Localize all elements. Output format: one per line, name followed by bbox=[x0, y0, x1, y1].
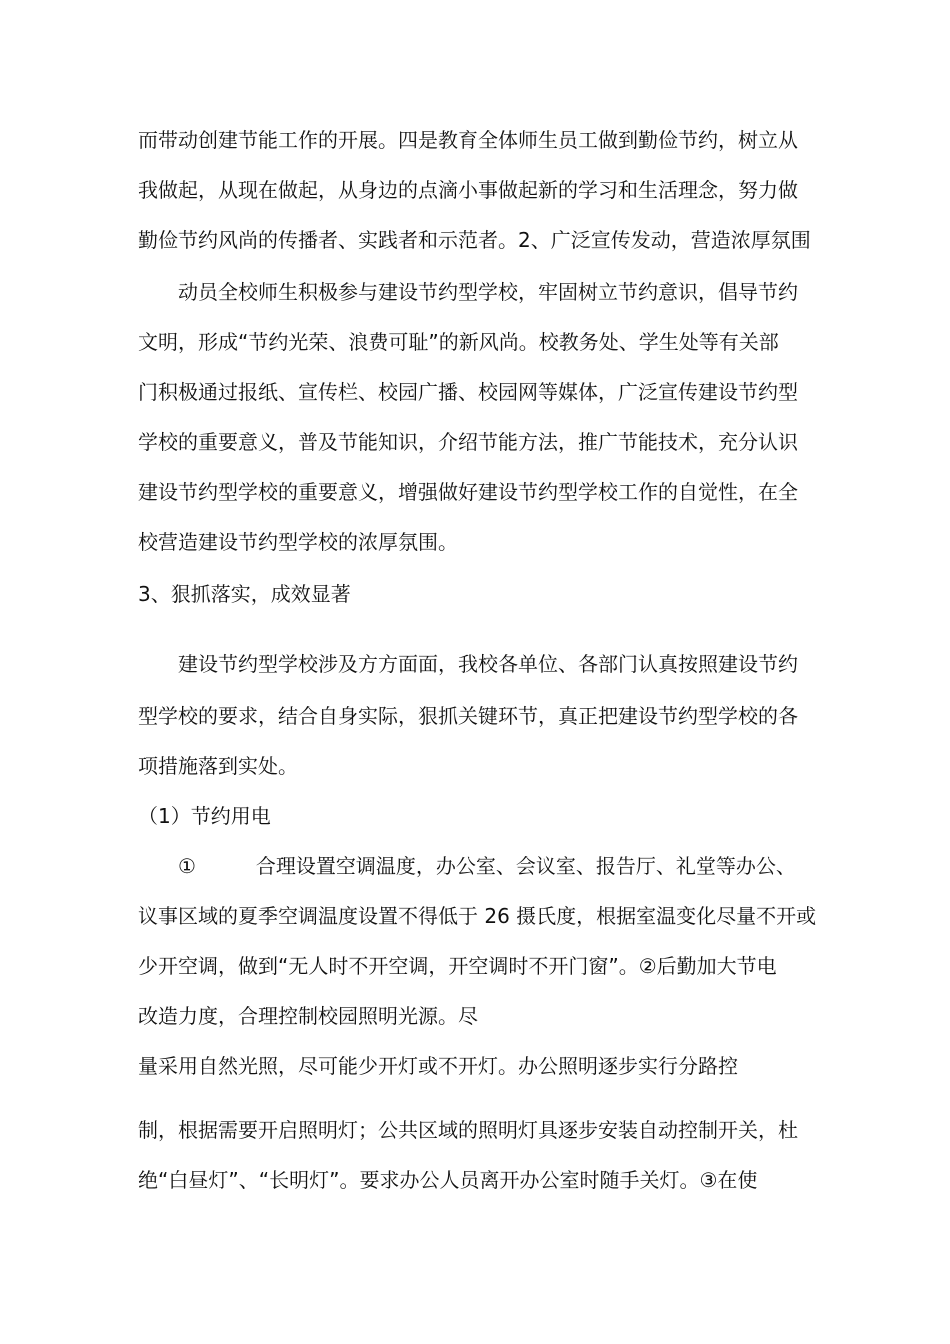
section-heading: 3、狠抓落实，成效显著 bbox=[138, 582, 351, 606]
text-line: 文明，形成“节约光荣、浪费可耻”的新风尚。校教务处、学生处等有关部 bbox=[138, 330, 779, 354]
text-line: 我做起，从现在做起，从身边的点滴小事做起新的学习和生活理念，努力做 bbox=[138, 178, 798, 202]
text-line: 校营造建设节约型学校的浓厚氛围。 bbox=[138, 530, 458, 554]
text-line: 勤俭节约风尚的传播者、实践者和示范者。2、广泛宣传发动，营造浓厚氛围 bbox=[138, 228, 811, 252]
text-line: 制，根据需要开启照明灯；公共区域的照明灯具逐步安装自动控制开关，杜 bbox=[138, 1118, 798, 1142]
text-line: 议事区域的夏季空调温度设置不得低于 26 摄氏度，根据室温变化尽量不开或 bbox=[138, 904, 817, 928]
text-line: 门积极通过报纸、宣传栏、校园广播、校园网等媒体，广泛宣传建设节约型 bbox=[138, 380, 798, 404]
text-line: 绝“白昼灯”、“长明灯”。要求办公人员离开办公室时随手关灯。③在使 bbox=[138, 1168, 758, 1192]
text-line: 学校的重要意义，普及节能知识，介绍节能方法，推广节能技术，充分认识 bbox=[138, 430, 798, 454]
text-line: 建设节约型学校的重要意义，增强做好建设节约型学校工作的自觉性，在全 bbox=[138, 480, 798, 504]
text-line: 量采用自然光照，尽可能少开灯或不开灯。办公照明逐步实行分路控 bbox=[138, 1054, 738, 1078]
text-line: 而带动创建节能工作的开展。四是教育全体师生员工做到勤俭节约，树立从 bbox=[138, 128, 798, 152]
text-line: 改造力度，合理控制校园照明光源。尽 bbox=[138, 1004, 478, 1028]
text-line: 少开空调，做到“无人时不开空调，开空调时不开门窗”。②后勤加大节电 bbox=[138, 954, 777, 978]
text-line: 型学校的要求，结合自身实际，狠抓关键环节，真正把建设节约型学校的各 bbox=[138, 704, 798, 728]
list-item-start-line: ① 合理设置空调温度，办公室、会议室、报告厅、礼堂等办公、 bbox=[178, 854, 796, 878]
paragraph-start-line: 建设节约型学校涉及方方面面，我校各单位、各部门认真按照建设节约 bbox=[178, 652, 798, 676]
paragraph-start-line: 动员全校师生积极参与建设节约型学校，牢固树立节约意识，倡导节约 bbox=[178, 280, 798, 304]
text-line: 项措施落到实处。 bbox=[138, 754, 298, 778]
subsection-heading: （1）节约用电 bbox=[138, 804, 271, 828]
